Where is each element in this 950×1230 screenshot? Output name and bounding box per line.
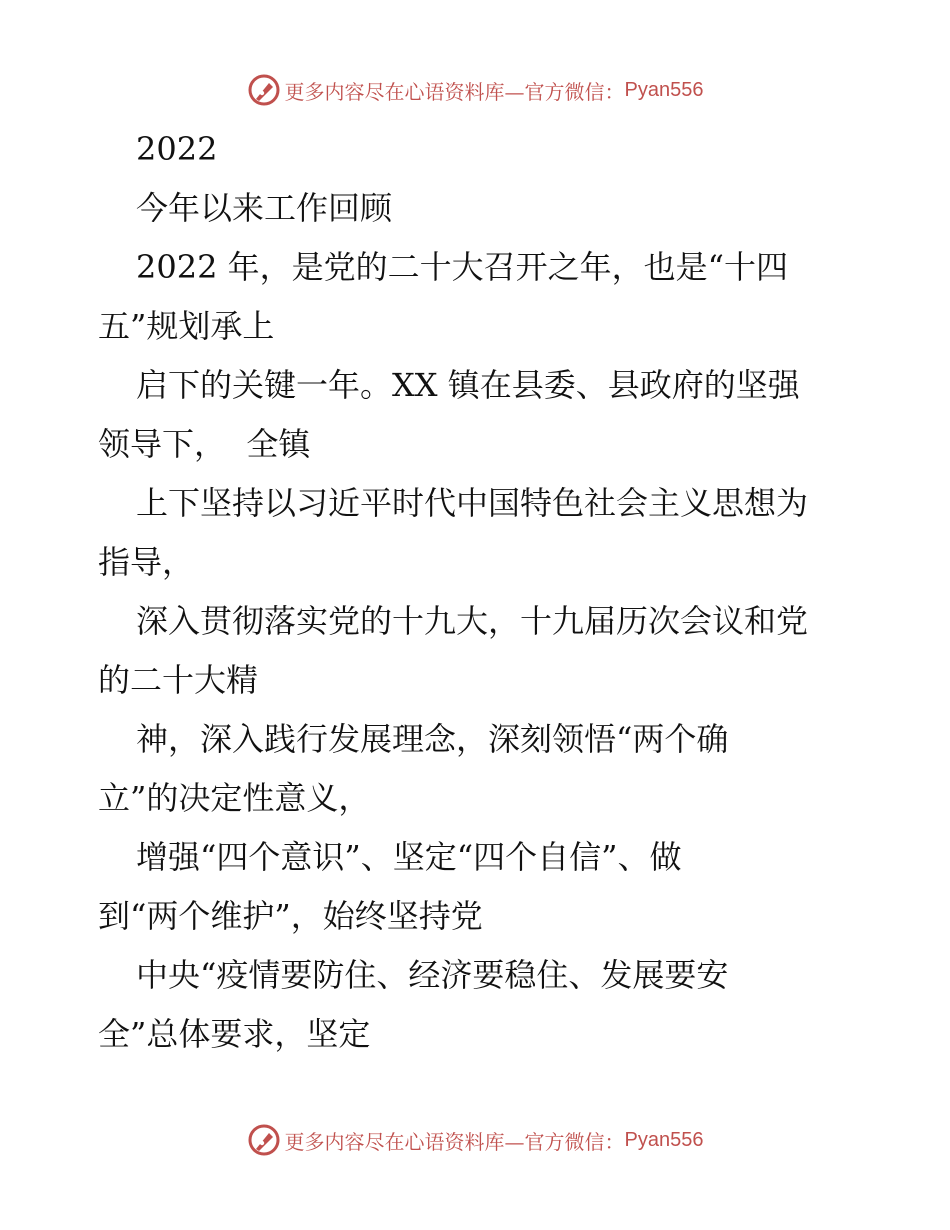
watermark-wechat-id: Pyan556 bbox=[624, 78, 704, 101]
text-line: 增强“四个意识”、坚定“四个自信”、做 bbox=[136, 838, 682, 876]
watermark-header bbox=[0, 70, 950, 110]
watermark-footer bbox=[0, 1120, 950, 1160]
text-line: 全”总体要求，坚定 bbox=[98, 1015, 371, 1053]
text-line: 的二十大精 bbox=[98, 661, 259, 699]
text-line: 中央“疫情要防住、经济要稳住、发展要安 bbox=[136, 956, 729, 994]
text-line: 上下坚持以习近平时代中国特色社会主义思想为 bbox=[136, 484, 809, 522]
text-line: 立”的决定性意义， bbox=[98, 779, 371, 817]
text-line: 领导下， 全镇 bbox=[98, 425, 311, 463]
text-line: 指导， bbox=[98, 543, 195, 581]
document-body bbox=[98, 120, 858, 1064]
text-line: 深入贯彻落实党的十九大，十九届历次会议和党 bbox=[136, 602, 809, 640]
text-line: 五”规划承上 bbox=[98, 307, 275, 345]
text-line: 启下的关键一年。XX 镇在县委、县政府的坚强 bbox=[136, 366, 800, 404]
text-line: 2022 bbox=[136, 130, 218, 168]
watermark-text: 更多内容尽在心语资料库—官方微信： bbox=[284, 1129, 625, 1154]
text-line: 神，深入践行发展理念，深刻领悟“两个确 bbox=[136, 720, 729, 758]
watermark-wechat-id: Pyan556 bbox=[624, 1128, 704, 1151]
text-line: 到“两个维护”，始终坚持党 bbox=[98, 897, 483, 935]
pen-nib-logo-icon bbox=[247, 1123, 281, 1157]
text-line: 今年以来工作回顾 bbox=[136, 189, 393, 227]
watermark-text: 更多内容尽在心语资料库—官方微信： bbox=[284, 79, 625, 104]
text-line: 2022 年，是党的二十大召开之年，也是“十四 bbox=[136, 248, 788, 286]
pen-nib-logo-icon bbox=[247, 73, 281, 107]
